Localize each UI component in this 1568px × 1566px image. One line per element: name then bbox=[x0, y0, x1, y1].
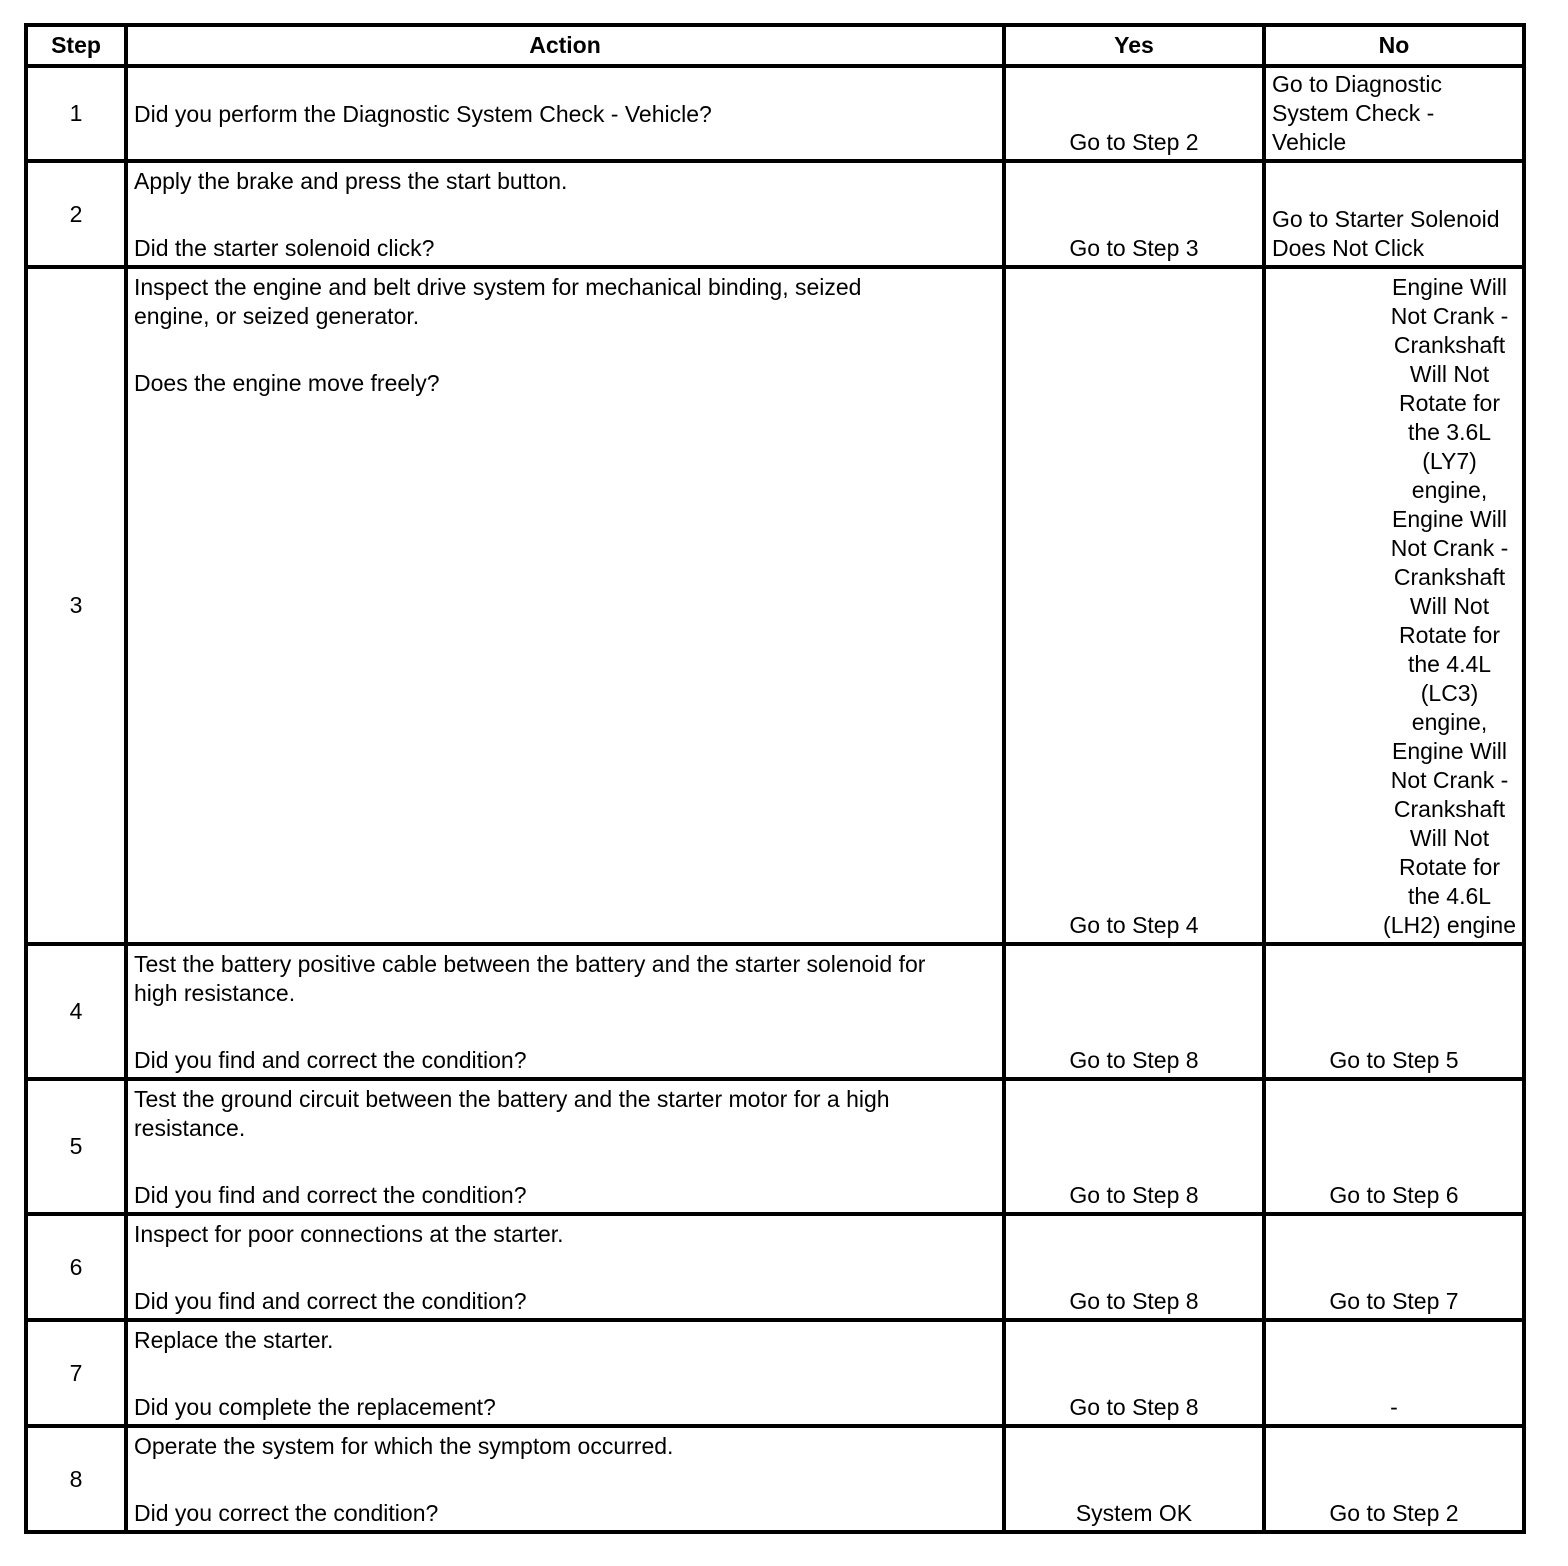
action-text: Replace the starter. bbox=[134, 1327, 334, 1353]
action-question: Does the engine move freely? bbox=[134, 370, 440, 396]
table-row bbox=[26, 267, 1524, 944]
yes-cell: Go to Step 8 bbox=[1004, 944, 1264, 1079]
step-number: 7 bbox=[26, 1320, 126, 1426]
action-cell bbox=[126, 1079, 1004, 1214]
action-cell bbox=[126, 1214, 1004, 1320]
step-number: 3 bbox=[26, 267, 126, 944]
yes-cell: Go to Step 4 bbox=[1004, 267, 1264, 944]
yes-cell: System OK bbox=[1004, 1426, 1264, 1532]
action-cell bbox=[126, 161, 1004, 267]
no-text: Engine Will Not Crank - Crankshaft Will Not Rotate for the 3.6L (LY7) engine, Engine Will Not Crank - Crankshaft Will Not Rotate for the 4.4L (LC3) engine, Engine Will Not Crank - Crankshaft Will Not Rotate for the 4.6L (LH2) engine bbox=[1383, 274, 1516, 938]
table-row bbox=[26, 1079, 1524, 1214]
table-row bbox=[26, 1426, 1524, 1532]
action-cell bbox=[126, 267, 1004, 944]
action-cell bbox=[126, 66, 1004, 161]
action-text: Apply the brake and press the start button. bbox=[134, 168, 568, 194]
no-cell: Go to Step 2 bbox=[1264, 1426, 1524, 1532]
action-question: Did you correct the condition? bbox=[134, 1500, 439, 1526]
yes-cell: Go to Step 8 bbox=[1004, 1214, 1264, 1320]
action-question: Did you find and correct the condition? bbox=[134, 1288, 527, 1314]
table-row bbox=[26, 161, 1524, 267]
yes-cell: Go to Step 2 bbox=[1004, 66, 1264, 161]
header-action: Action bbox=[126, 25, 1004, 66]
step-number: 5 bbox=[26, 1079, 126, 1214]
no-cell: Go to Step 5 bbox=[1264, 944, 1524, 1079]
no-cell bbox=[1264, 267, 1524, 944]
no-cell bbox=[1264, 66, 1524, 161]
step-number: 6 bbox=[26, 1214, 126, 1320]
action-text: Test the battery positive cable between the battery and the starter solenoid for high resistance. bbox=[134, 951, 926, 1006]
no-text: Go to Starter Solenoid Does Not Click bbox=[1272, 206, 1500, 261]
no-cell: Go to Step 7 bbox=[1264, 1214, 1524, 1320]
action-cell bbox=[126, 1320, 1004, 1426]
table-row bbox=[26, 66, 1524, 161]
action-cell bbox=[126, 944, 1004, 1079]
header-yes: Yes bbox=[1004, 25, 1264, 66]
yes-cell: Go to Step 3 bbox=[1004, 161, 1264, 267]
no-cell: - bbox=[1264, 1320, 1524, 1426]
action-question: Did you find and correct the condition? bbox=[134, 1182, 527, 1208]
step-number: 2 bbox=[26, 161, 126, 267]
action-text: Inspect for poor connections at the starter. bbox=[134, 1221, 564, 1247]
action-text: Inspect the engine and belt drive system for mechanical binding, seized engine, or seized generator. bbox=[134, 274, 862, 329]
no-cell bbox=[1264, 161, 1524, 267]
yes-cell: Go to Step 8 bbox=[1004, 1320, 1264, 1426]
header-step: Step bbox=[26, 25, 126, 66]
step-number: 4 bbox=[26, 944, 126, 1079]
no-text: Go to Diagnostic System Check - Vehicle bbox=[1272, 71, 1443, 155]
step-number: 8 bbox=[26, 1426, 126, 1532]
action-cell bbox=[126, 1426, 1004, 1532]
action-text: Operate the system for which the symptom occurred. bbox=[134, 1433, 674, 1459]
action-question: Did you complete the replacement? bbox=[134, 1394, 496, 1420]
header-row bbox=[26, 25, 1524, 66]
action-question: Did the starter solenoid click? bbox=[134, 235, 435, 261]
table-row bbox=[26, 944, 1524, 1079]
yes-cell: Go to Step 8 bbox=[1004, 1079, 1264, 1214]
action-text: Did you perform the Diagnostic System Check - Vehicle? bbox=[134, 101, 712, 127]
header-no: No bbox=[1264, 25, 1524, 66]
table-row bbox=[26, 1214, 1524, 1320]
step-number: 1 bbox=[26, 66, 126, 161]
no-cell: Go to Step 6 bbox=[1264, 1079, 1524, 1214]
table-row bbox=[26, 1320, 1524, 1426]
action-question: Did you find and correct the condition? bbox=[134, 1047, 527, 1073]
diagnostic-table bbox=[24, 23, 1526, 1534]
action-text: Test the ground circuit between the battery and the starter motor for a high resistance. bbox=[134, 1086, 890, 1141]
